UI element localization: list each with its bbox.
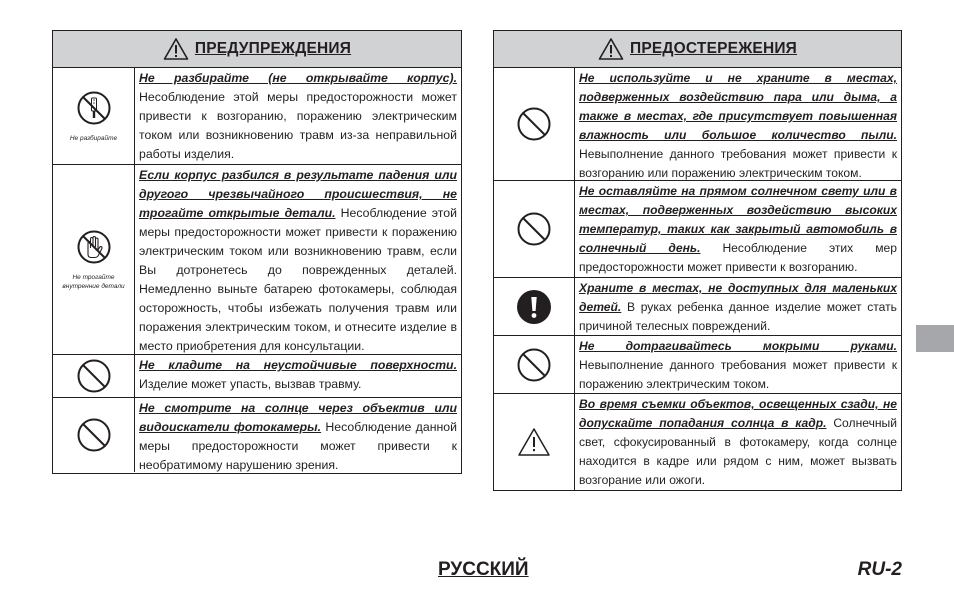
caution-text (575, 336, 901, 393)
caution-icon-cell (494, 336, 575, 393)
warning-row (53, 355, 461, 398)
caution-row (494, 394, 901, 490)
warning-heading: Не разбирайте (не открывайте корпус). (139, 71, 457, 85)
warning-text (135, 398, 461, 472)
warning-icon-cell (53, 165, 135, 354)
do-not-touch-icon (76, 229, 112, 265)
prohibited-icon (516, 211, 552, 247)
do-not-disassemble-icon (76, 90, 112, 126)
warnings-table (52, 30, 462, 474)
page-number: RU-2 (857, 559, 902, 580)
caution-body: Несоблюдение этих мер предосторожности может привести к возгоранию. (579, 241, 897, 274)
warning-heading: Если корпус разбился в результате падения или другого чрезвычайного происшествия, не трогайте открытые детали. (139, 168, 457, 220)
icon-caption: Не разбирайте (69, 134, 118, 142)
warning-row (53, 398, 461, 472)
warning-icon-cell (53, 355, 135, 397)
warning-text (135, 68, 461, 164)
caution-text (575, 278, 901, 335)
warnings-header (53, 31, 461, 68)
warning-row (53, 68, 461, 165)
cautions-table (493, 30, 902, 491)
cautions-title: ПРЕДОСТЕРЕЖЕНИЯ (629, 40, 798, 57)
icon-caption: Не трогайте внутренние детали (62, 273, 125, 290)
section-tab-marker (916, 325, 954, 352)
warning-triangle-icon (598, 37, 624, 61)
prohibited-icon (76, 417, 112, 453)
warning-text (135, 355, 461, 397)
caution-body: Невыполнение данного требования может привести к возгоранию или поражению электрическим током. (579, 147, 897, 180)
caution-row (494, 68, 901, 181)
caution-body: Невыполнение данного требования может привести к поражению электрическим током. (579, 358, 897, 391)
caution-heading: Не оставляйте на прямом солнечном свету или в местах, подверженных воздействию высоких температур, таких как закрытый автомобиль в солнечный день. (579, 184, 897, 255)
warning-triangle-icon (163, 37, 189, 61)
caution-heading: Храните в местах, не доступных для маленьких детей. (579, 281, 897, 314)
warning-heading: Не кладите на неустойчивые поверхности. (139, 358, 457, 372)
warning-body: Изделие может упасть, вызвав травму. (139, 377, 362, 391)
warning-icon-cell (53, 398, 135, 472)
caution-text (575, 181, 901, 277)
caution-icon-cell (494, 278, 575, 335)
prohibited-icon (516, 347, 552, 383)
warning-body: Несоблюдение этой меры предосторожности может привести к поражению электрическим током или возникновению травм, если Вы дотронетесь до поврежденных деталей. Немедленно выньте батарею фотокамеры, соблюдая осторожность, чтобы избежать получения травм или поражения электрическим током, и отнесите изделие в место приобретения для консультации. (139, 206, 458, 353)
mandatory-exclamation-icon (516, 289, 552, 325)
caution-heading: Не используйте и не храните в местах, подверженных воздействию пара или дыма, а также в местах, где присутствует повышенная влажность или большое количество пыли. (579, 71, 897, 142)
caution-text (575, 68, 901, 180)
prohibited-icon (76, 358, 112, 394)
caution-icon-cell (494, 68, 575, 180)
caution-icon-cell (494, 181, 575, 277)
warning-body: Несоблюдение этой меры предосторожности может привести к возгоранию, поражению электрическим током или возникновению травм из-за неправильной работы изделия. (139, 90, 457, 161)
warning-body: Несоблюдение данной меры предосторожности может привести к необратимому нарушению зрения. (139, 420, 457, 472)
caution-heading: Во время съемки объектов, освещенных сзади, не допускайте попадания солнца в кадр. (579, 397, 897, 430)
cautions-header (494, 31, 901, 68)
warning-row (53, 165, 461, 355)
caution-icon-cell (494, 394, 575, 490)
caution-heading: Не дотрагивайтесь мокрыми руками. (579, 339, 897, 353)
warnings-title: ПРЕДУПРЕЖДЕНИЯ (194, 40, 352, 57)
caution-body: В руках ребенка данное изделие может стать причиной телесных повреждений. (579, 300, 897, 333)
warning-icon-cell (53, 68, 135, 164)
warning-heading: Не смотрите на солнце через объектив или видоискатели фотокамеры. (139, 401, 457, 434)
footer-language: РУССКИЙ (438, 559, 529, 580)
warning-text (135, 165, 461, 354)
caution-row (494, 336, 901, 394)
warning-triangle-icon (516, 424, 552, 460)
prohibited-icon (516, 106, 552, 142)
caution-text (575, 394, 901, 490)
caution-body: Солнечный свет, сфокусированный в фотокамеру, когда солнце находится в кадре или рядом с ним, может вызвать возгорание или ожоги. (579, 416, 897, 487)
caution-row (494, 278, 901, 336)
caution-row (494, 181, 901, 278)
